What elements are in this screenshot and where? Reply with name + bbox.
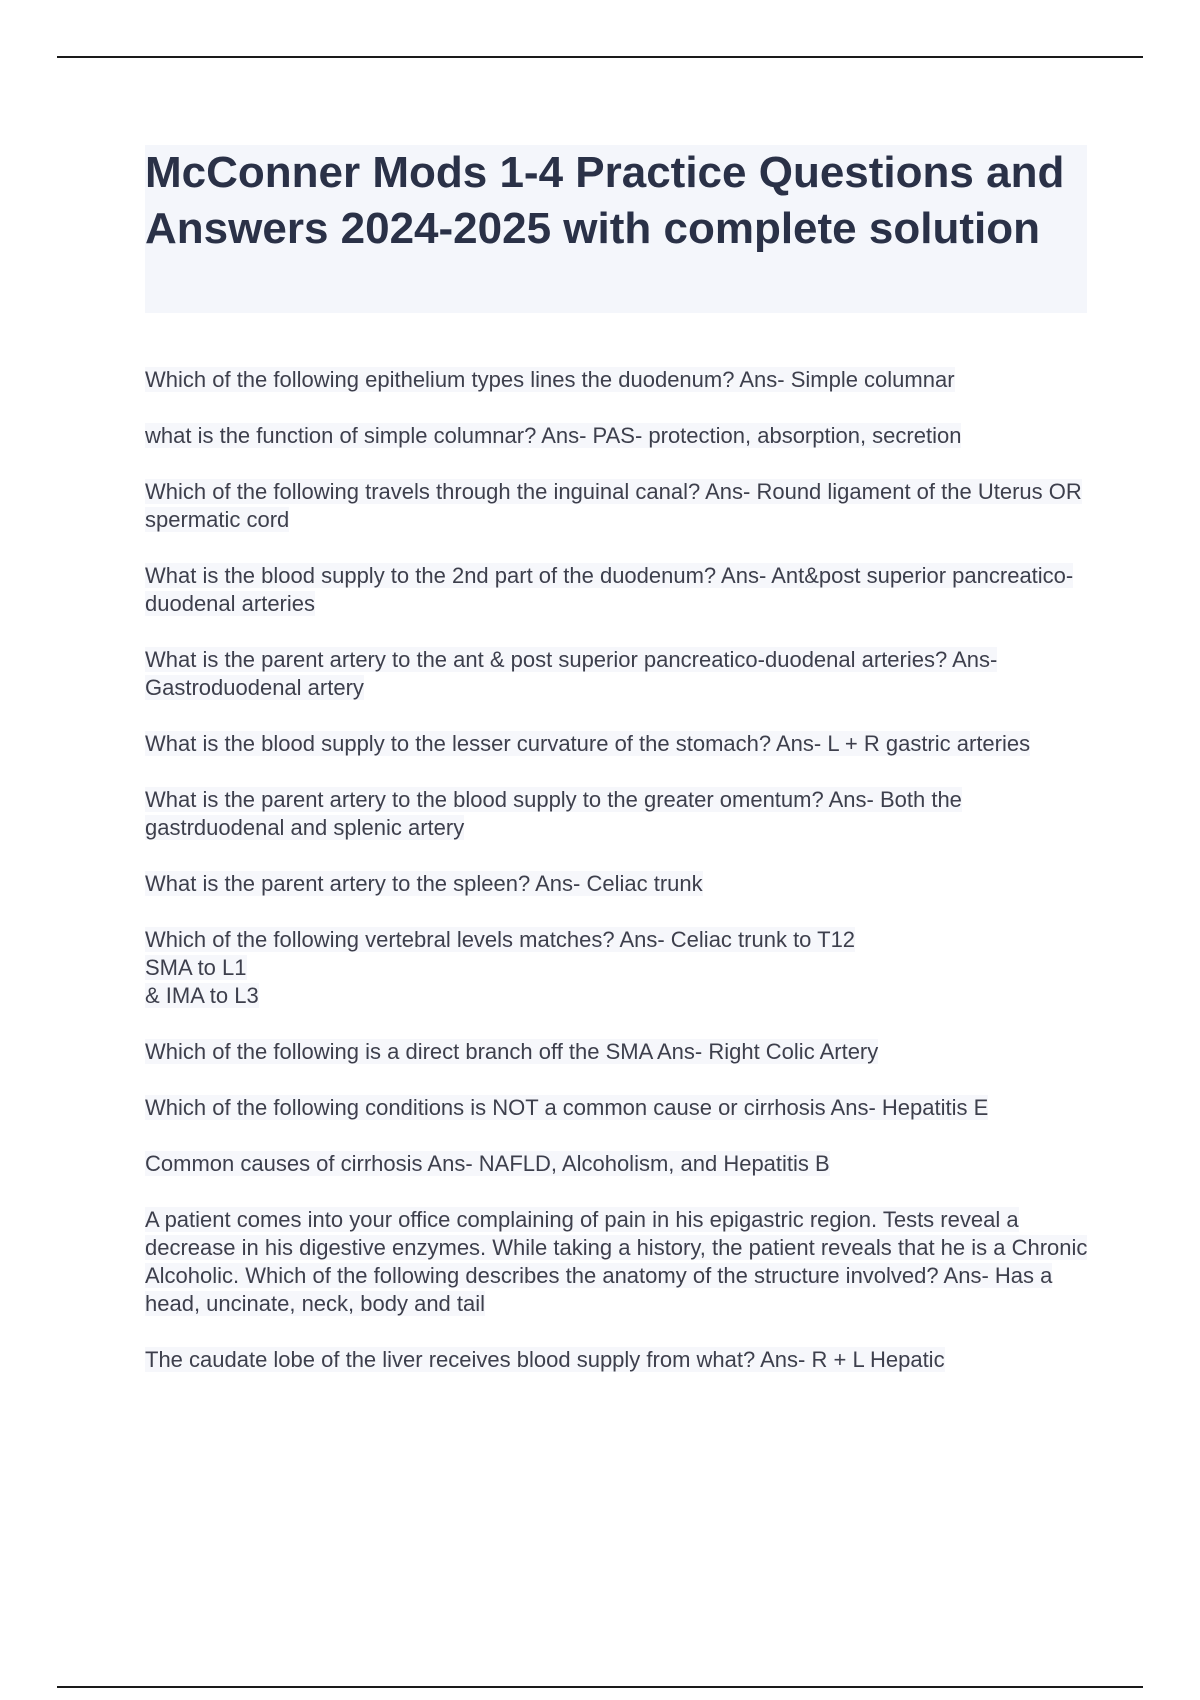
qa-text: What is the parent artery to the ant & post superior pancreatico-duodenal arteries? Ans- Gastroduodenal artery	[145, 647, 998, 700]
qa-text: Which of the following epithelium types lines the duodenum? Ans- Simple columnar	[145, 367, 955, 392]
qa-text: The caudate lobe of the liver receives blood supply from what? Ans- R + L Hepatic	[145, 1347, 945, 1372]
top-divider	[57, 56, 1143, 58]
qa-text: What is the blood supply to the 2nd part of the duodenum? Ans- Ant&post superior pancreatico-duodenal arteries	[145, 563, 1074, 616]
qa-item	[145, 1206, 1095, 1318]
qa-text: What is the parent artery to the blood supply to the greater omentum? Ans- Both the gastrduodenal and splenic artery	[145, 787, 962, 840]
qa-item	[145, 786, 1095, 842]
qa-item	[145, 870, 1095, 898]
document-title: McConner Mods 1-4 Practice Questions and Answers 2024-2025 with complete solution	[145, 148, 1065, 253]
qa-item	[145, 730, 1095, 758]
qa-item	[145, 1038, 1095, 1066]
qa-text: Which of the following travels through the inguinal canal? Ans- Round ligament of the Uterus OR spermatic cord	[145, 479, 1082, 532]
bottom-divider	[57, 1686, 1143, 1688]
qa-text: Which of the following vertebral levels matches? Ans- Celiac trunk to T12 SMA to L1 & IMA to L3	[145, 927, 856, 1008]
qa-text: Common causes of cirrhosis Ans- NAFLD, Alcoholism, and Hepatitis B	[145, 1151, 830, 1176]
qa-item	[145, 562, 1095, 618]
qa-text: A patient comes into your office complaining of pain in his epigastric region. Tests reveal a decrease in his digestive enzymes. While taking a history, the patient reveals that he is a Chronic Alcoholic. Which of the following describes the anatomy of the structure involved? Ans- Has a head, uncinate, neck, body and tail	[145, 1207, 1088, 1316]
qa-list	[145, 366, 1095, 1402]
qa-item	[145, 366, 1095, 394]
qa-text: What is the parent artery to the spleen? Ans- Celiac trunk	[145, 871, 703, 896]
qa-item	[145, 926, 1095, 1010]
qa-item	[145, 1094, 1095, 1122]
qa-text: What is the blood supply to the lesser curvature of the stomach? Ans- L + R gastric arteries	[145, 731, 1031, 756]
qa-text: Which of the following conditions is NOT a common cause or cirrhosis Ans- Hepatitis E	[145, 1095, 989, 1120]
qa-item	[145, 1150, 1095, 1178]
qa-item	[145, 1346, 1095, 1374]
qa-text: what is the function of simple columnar? Ans- PAS- protection, absorption, secretion	[145, 423, 962, 448]
qa-text: Which of the following is a direct branch off the SMA Ans- Right Colic Artery	[145, 1039, 879, 1064]
qa-item	[145, 422, 1095, 450]
title-block	[145, 145, 1087, 313]
qa-item	[145, 478, 1095, 534]
qa-item	[145, 646, 1095, 702]
